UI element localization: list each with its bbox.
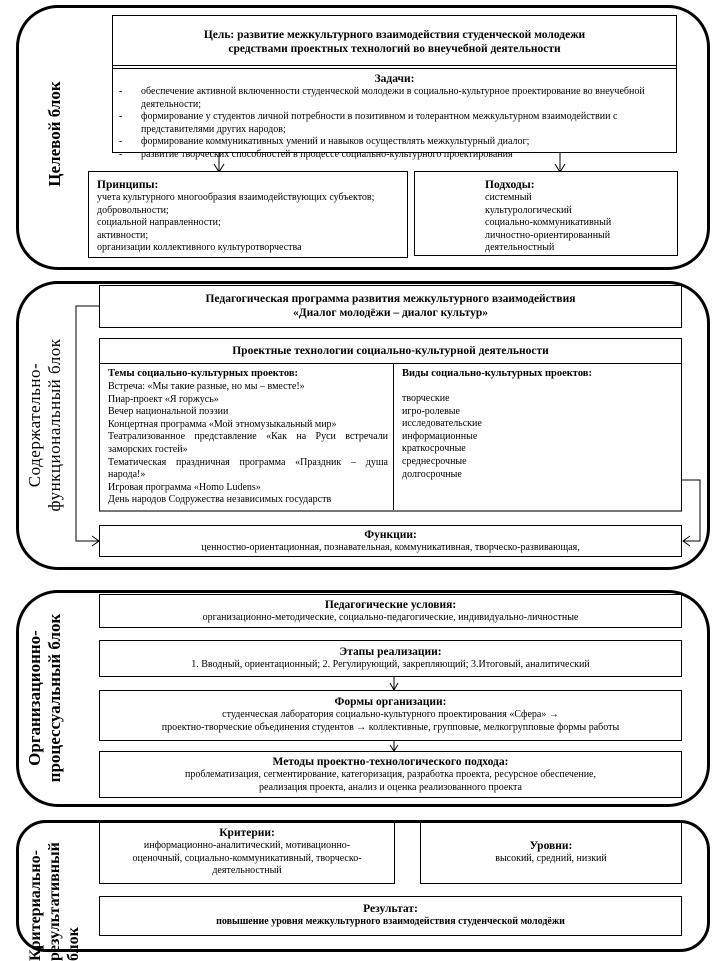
result-label-line-3: блок	[65, 927, 82, 961]
type-item: краткосрочные	[402, 443, 466, 455]
forms-line-2: проектно-творческие объединения студентов → коллективные, групповые, мелкогрупповые формы работы	[161, 721, 620, 733]
content-block-label	[25, 335, 65, 515]
type-item: творческие	[402, 393, 450, 404]
technologies-title: Проектные технологии социально-культурной деятельности	[100, 339, 681, 364]
methods-line-1: проблематизация, сегментирование, категоризация, разработка проекта, ресурсное обеспечение,	[185, 769, 596, 780]
stages-text: 1. Вводный, ориентационный; 2. Регулирующий, закрепляющий; 3.Итоговый, аналитический	[191, 659, 590, 670]
goal-line-2: средствами проектных технологий во внеучебной деятельности	[228, 43, 561, 55]
methods-line-2: реализация проекта, анализ и оценка реализованного проекта	[259, 781, 522, 793]
outcome-title: Результат:	[363, 903, 418, 915]
outcome-box	[99, 896, 682, 936]
theme-item: Концертная программа «Мой этномузыкальный мир»	[108, 418, 337, 430]
target-block-label: Целевой блок	[45, 81, 64, 187]
tasks-title: Задачи:	[374, 73, 415, 85]
forms-line-1: студенческая лаборатория социально-культурного проектирования «Сфера» →	[222, 709, 559, 720]
themes-title: Темы социально-культурных проектов:	[108, 368, 299, 379]
task-item: - обеспечение активной включенности студенческой молодежи в социально-культурное проектирование во внеучебной деятельности;	[113, 86, 676, 111]
stages-title: Этапы реализации:	[339, 646, 442, 658]
levels-text: высокий, средний, низкий	[495, 853, 607, 864]
task-item: - формирование коммуникативных умений и навыков осуществлять межкультурный диалог;	[113, 136, 676, 149]
program-line-1: Педагогическая программа развития межкультурного взаимодействия	[205, 293, 576, 305]
criteria-title: Критерии:	[219, 827, 275, 839]
principle-item: добровольности;	[97, 204, 169, 216]
levels-box	[420, 822, 682, 884]
organization-label-line-1: Организационно-	[25, 630, 44, 766]
forms-title: Формы организации:	[334, 696, 447, 708]
stages-box	[99, 640, 682, 677]
result-label-line-2: результативный	[46, 842, 63, 961]
methods-title: Методы проектно-технологического подхода:	[272, 756, 509, 768]
conditions-title: Педагогические условия:	[324, 599, 457, 611]
approach-item: культурологический	[485, 204, 572, 216]
outcome-text: повышение уровня межкультурного взаимодействия студенческой молодёжи	[216, 916, 565, 927]
principle-item: организации коллективного культуротворчества	[97, 242, 302, 254]
criteria-box	[99, 822, 395, 884]
types-title: Виды социально-культурных проектов:	[402, 368, 592, 379]
program-line-2: «Диалог молодёжи – диалог культур»	[293, 307, 488, 319]
theme-item: Пиар-проект «Я горжусь»	[108, 393, 219, 405]
result-label-line-1: Критериально-	[27, 850, 44, 961]
approaches-box	[414, 171, 678, 256]
criteria-text: информационно-аналитический, мотивационно-оценочный, социально-коммуникативный, творческо-деятельностный	[132, 840, 362, 877]
types-column	[394, 364, 681, 481]
goal-line-1: Цель: развитие межкультурного взаимодействия студенческой молодежи	[203, 29, 586, 41]
content-label-line-1: Содержательно-	[25, 362, 44, 488]
approach-item: деятельностный	[485, 242, 555, 254]
levels-title: Уровни:	[529, 840, 573, 852]
functions-title: Функции:	[364, 529, 417, 541]
technologies-box	[99, 338, 682, 512]
type-item: долгосрочные	[402, 468, 462, 480]
functions-box	[99, 525, 682, 557]
task-item: - формирование у студентов личной потребности в позитивном и толерантном межкультурном взаимодействии с представителями других народов;	[113, 111, 676, 136]
result-block-label	[26, 831, 84, 961]
content-label-line-2: функциональный блок	[45, 338, 64, 512]
principle-item: социальной направленности;	[97, 217, 221, 229]
type-item: среднесрочные	[402, 455, 467, 467]
organization-block-label	[25, 608, 65, 788]
theme-item: Встреча: «Мы такие разные, но мы – вместе!»	[108, 381, 305, 392]
theme-item: Вечер национальной поэзии	[108, 406, 229, 418]
principle-item: активности;	[97, 229, 149, 241]
approach-item: социально-коммуникативный	[485, 217, 612, 229]
task-item: - развитие творческих способностей в процессе социально-культурного проектирования	[113, 149, 676, 162]
type-item: исследовательские	[402, 418, 482, 430]
forms-box	[99, 690, 682, 741]
principle-item: учета культурного многообразия взаимодействующих субъектов;	[97, 192, 375, 203]
program-box	[99, 285, 682, 328]
tasks-list	[113, 86, 676, 162]
goal-box	[112, 15, 677, 160]
conditions-box	[99, 594, 682, 628]
approach-item: системный	[485, 192, 532, 203]
organization-label-line-2: процессуальный блок	[45, 613, 64, 783]
type-item: игро-ролевые	[402, 405, 460, 417]
theme-item: День народов Содружества независимых государств	[108, 494, 332, 506]
principles-box	[88, 171, 408, 258]
approach-item: личностно-ориентированный	[485, 229, 611, 241]
themes-column	[100, 364, 392, 507]
theme-item: Игровая программа «Homo Ludens»	[108, 481, 261, 493]
methods-box	[99, 751, 682, 798]
approaches-title: Подходы:	[485, 179, 535, 191]
type-item: информационные	[402, 430, 478, 442]
principles-title: Принципы:	[97, 179, 159, 191]
theme-item: Тематическая праздничная программа «Праздник – душа народа!»	[108, 456, 388, 481]
theme-item: Театрализованное представление «Как на Руси встречали заморских гостей»	[108, 431, 388, 455]
conditions-text: организационно-методические, социально-педагогические, индивидуально-личностные	[202, 612, 579, 623]
functions-text: ценностно-ориентационная, познавательная, коммуникативная, творческо-развивающая,	[201, 542, 580, 553]
